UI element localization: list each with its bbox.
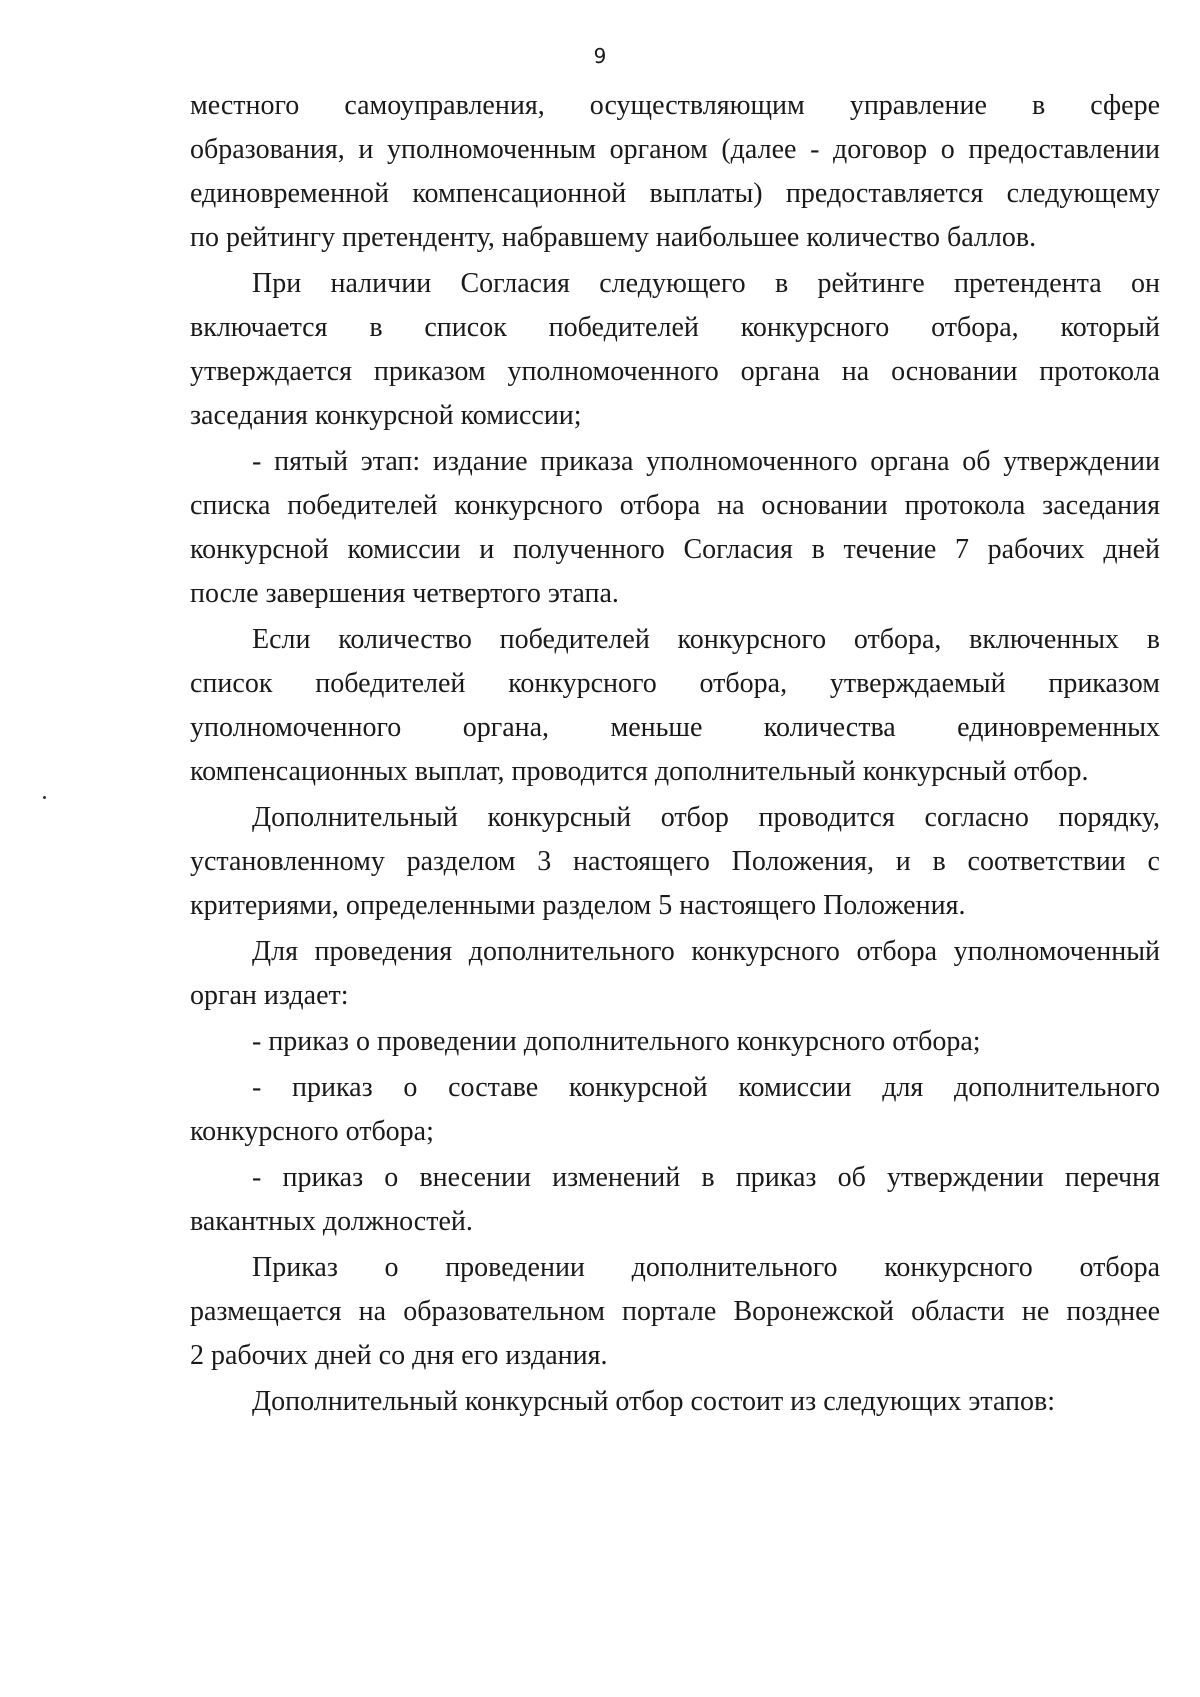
text-line: 2 рабочих дней со дня его издания.	[190, 1340, 608, 1371]
text-line: включается в список победителей конкурсного отбора, который	[190, 312, 1160, 343]
text-line: установленному разделом 3 настоящего Положения, и в соответствии с	[190, 846, 1160, 877]
text-line: конкурсной комиссии и полученного Согласия в течение 7 рабочих дней	[190, 534, 1160, 565]
text-line: списка победителей конкурсного отбора на основании протокола заседания	[190, 490, 1160, 521]
text-line: размещается на образовательном портале Воронежской области не позднее	[190, 1296, 1160, 1327]
text-line: компенсационных выплат, проводится дополнительный конкурсный отбор.	[190, 756, 1089, 787]
text-line: Дополнительный конкурсный отбор проводится согласно порядку,	[252, 802, 1160, 833]
text-line: местного самоуправления, осуществляющим управление в сфере	[190, 90, 1160, 121]
text-line: критериями, определенными разделом 5 настоящего Положения.	[190, 890, 966, 921]
text-line: образования, и уполномоченным органом (далее - договор о предоставлении	[190, 134, 1160, 165]
text-line: - приказ о внесении изменений в приказ об утверждении перечня	[252, 1162, 1160, 1193]
text-line: Если количество победителей конкурсного отбора, включенных в	[252, 624, 1160, 655]
text-line: - приказ о составе конкурсной комиссии для дополнительного	[252, 1072, 1160, 1103]
text-line: после завершения четвертого этапа.	[190, 578, 619, 609]
text-line: список победителей конкурсного отбора, утверждаемый приказом	[190, 668, 1160, 699]
text-line: Для проведения дополнительного конкурсного отбора уполномоченный	[252, 936, 1160, 967]
text-line: орган издает:	[190, 980, 349, 1011]
text-line: утверждается приказом уполномоченного органа на основании протокола	[190, 356, 1160, 387]
stray-mark	[43, 796, 46, 799]
text-line: Дополнительный конкурсный отбор состоит из следующих этапов:	[252, 1386, 1056, 1417]
text-line: - приказ о проведении дополнительного конкурсного отбора;	[252, 1026, 981, 1057]
text-line: - пятый этап: издание приказа уполномоченного органа об утверждении	[252, 446, 1160, 477]
page-number: 9	[593, 44, 607, 68]
text-line: по рейтингу претенденту, набравшему наибольшее количество баллов.	[190, 222, 1037, 253]
text-line: единовременной компенсационной выплаты) предоставляется следующему	[190, 178, 1160, 209]
text-line: При наличии Согласия следующего в рейтинге претендента он	[252, 268, 1160, 299]
text-line: уполномоченного органа, меньше количества единовременных	[190, 712, 1160, 743]
text-line: Приказ о проведении дополнительного конкурсного отбора	[252, 1252, 1160, 1283]
text-line: вакантных должностей.	[190, 1206, 473, 1237]
text-line: заседания конкурсной комиссии;	[190, 400, 582, 431]
text-line: конкурсного отбора;	[190, 1116, 434, 1147]
